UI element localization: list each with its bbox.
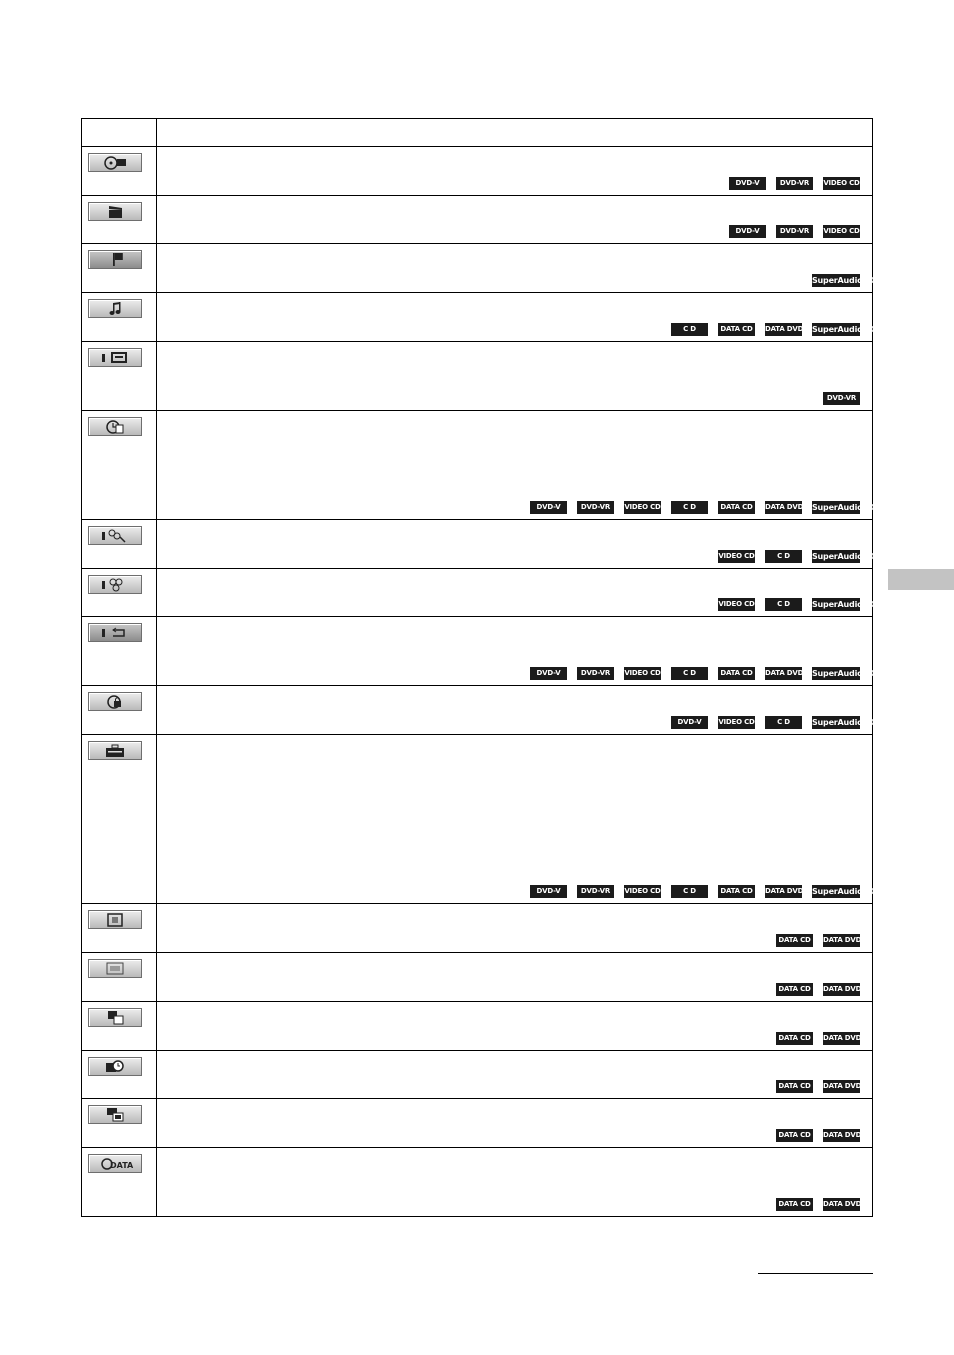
disc-type-badges	[530, 667, 875, 680]
disc-badge: VIDEO CD	[718, 598, 755, 611]
disc-badge: SuperAudioCD	[812, 718, 875, 727]
table-row	[82, 520, 873, 569]
disc-type-badges	[729, 177, 860, 190]
disc-type-badges	[776, 1080, 860, 1093]
mode-icon	[88, 1105, 142, 1124]
disc-badge: DATA DVD	[823, 1129, 860, 1142]
disc-badge: DATA CD	[776, 983, 813, 996]
disc-badge: DVD-V	[729, 177, 766, 190]
description-cell	[157, 196, 873, 244]
disc-type-badges	[729, 225, 860, 238]
description-cell	[157, 520, 873, 569]
icon-cell	[82, 686, 157, 735]
disc-badge: DVD-VR	[577, 501, 614, 514]
table-row	[82, 147, 873, 196]
disc-badge: DVD-VR	[776, 177, 813, 190]
disc-badge: SuperAudioCD	[812, 503, 875, 512]
icon-cell	[82, 147, 157, 196]
disc-badge: VIDEO CD	[624, 885, 661, 898]
description-cell	[157, 1099, 873, 1148]
disc-badge: VIDEO CD	[624, 667, 661, 680]
disc-badge: DVD-V	[671, 716, 708, 729]
disc-badge: C D	[765, 598, 802, 611]
icon-cell	[82, 569, 157, 617]
time-text-icon	[88, 417, 142, 436]
table-row	[82, 196, 873, 244]
disc-badge: VIDEO CD	[823, 225, 860, 238]
disc-badge: C D	[671, 501, 708, 514]
disc-badge: DVD-VR	[577, 885, 614, 898]
disc-badge: DATA DVD	[765, 501, 802, 514]
disc-badge: SuperAudioCD	[812, 276, 875, 285]
icon-cell	[82, 293, 157, 342]
disc-badge: DATA DVD	[823, 1198, 860, 1211]
disc-badge: SuperAudioCD	[812, 552, 875, 561]
disc-badge: SuperAudioCD	[812, 325, 875, 334]
disc-badge: C D	[765, 550, 802, 563]
disc-type-badges	[812, 274, 875, 287]
icon-cell	[82, 735, 157, 904]
table-row	[82, 1051, 873, 1099]
table-row	[82, 904, 873, 953]
disc-type-badges	[718, 550, 875, 563]
section-side-tab	[888, 569, 954, 590]
table-row	[82, 686, 873, 735]
description-cell	[157, 1148, 873, 1217]
disc-badge: SuperAudioCD	[812, 600, 875, 609]
icon-cell	[82, 1051, 157, 1099]
disc-badge: DATA DVD	[823, 983, 860, 996]
disc-badge: VIDEO CD	[718, 550, 755, 563]
header-cell-item	[82, 119, 157, 147]
program-play-icon	[88, 526, 142, 545]
disc-badge: DATA CD	[776, 1080, 813, 1093]
disc-type-badges	[718, 598, 875, 611]
table-row	[82, 617, 873, 686]
description-cell	[157, 411, 873, 520]
control-menu-table	[81, 118, 873, 1217]
disc-badge: DVD-V	[530, 501, 567, 514]
music-note-icon	[88, 299, 142, 318]
disc-type-badges	[823, 392, 860, 405]
parental-lock-icon	[88, 692, 142, 711]
disc-type-badges	[776, 1198, 860, 1211]
disc-badge: DVD-VR	[577, 667, 614, 680]
description-cell	[157, 904, 873, 953]
footer-rule	[758, 1273, 873, 1274]
description-cell	[157, 953, 873, 1002]
icon-cell	[82, 520, 157, 569]
description-cell	[157, 342, 873, 411]
table-row	[82, 735, 873, 904]
disc-badge: DATA CD	[776, 1032, 813, 1045]
table-row	[82, 953, 873, 1002]
disc-badge: DATA CD	[718, 323, 755, 336]
disc-badge: DATA CD	[718, 667, 755, 680]
description-cell	[157, 1051, 873, 1099]
disc-badge: SuperAudioCD	[812, 669, 875, 678]
icon-cell	[82, 617, 157, 686]
disc-badge: C D	[671, 323, 708, 336]
icon-cell	[82, 411, 157, 520]
original-playlist-icon	[88, 348, 142, 367]
disc-type-badges	[530, 885, 875, 898]
disc-badge: DATA CD	[718, 501, 755, 514]
icon-cell	[82, 904, 157, 953]
file-icon	[88, 959, 142, 978]
disc-badge: DVD-V	[530, 667, 567, 680]
table-row	[82, 342, 873, 411]
repeat-play-icon	[88, 623, 142, 642]
icon-cell	[82, 953, 157, 1002]
disc-type-badges	[671, 716, 875, 729]
icon-cell	[82, 244, 157, 293]
icon-cell	[82, 1002, 157, 1051]
disc-badge: DVD-V	[530, 885, 567, 898]
disc-scene-icon	[88, 153, 142, 172]
table-row	[82, 1099, 873, 1148]
disc-type-badges	[530, 501, 875, 514]
disc-badge: C D	[671, 667, 708, 680]
disc-badge: VIDEO CD	[823, 177, 860, 190]
disc-badge: DATA DVD	[823, 1080, 860, 1093]
interval-icon	[88, 1057, 142, 1076]
table-row	[82, 411, 873, 520]
disc-badge: VIDEO CD	[718, 716, 755, 729]
icon-cell	[82, 1148, 157, 1217]
table-row	[82, 293, 873, 342]
description-cell	[157, 244, 873, 293]
flag-icon	[88, 250, 142, 269]
description-cell	[157, 147, 873, 196]
table-row	[82, 1148, 873, 1217]
disc-badge: DVD-V	[729, 225, 766, 238]
disc-badge: DATA DVD	[823, 934, 860, 947]
disc-type-badges	[776, 983, 860, 996]
disc-badge: VIDEO CD	[624, 501, 661, 514]
header-cell-description	[157, 119, 873, 147]
disc-badge: DATA CD	[776, 1198, 813, 1211]
table-row	[82, 1002, 873, 1051]
disc-type-badges	[776, 1129, 860, 1142]
disc-type-badges	[776, 934, 860, 947]
description-cell	[157, 1002, 873, 1051]
disc-badge: DVD-VR	[776, 225, 813, 238]
table-header-row	[82, 119, 873, 147]
setup-toolbox-icon	[88, 741, 142, 760]
description-cell	[157, 735, 873, 904]
disc-badge: DATA CD	[718, 885, 755, 898]
icon-cell	[82, 1099, 157, 1148]
description-cell	[157, 293, 873, 342]
clapperboard-icon	[88, 202, 142, 221]
disc-badge: DATA DVD	[823, 1032, 860, 1045]
icon-cell	[82, 196, 157, 244]
data-disc-icon	[88, 1154, 142, 1173]
disc-badge: DATA DVD	[765, 885, 802, 898]
shuffle-play-icon	[88, 575, 142, 594]
disc-badge: DATA CD	[776, 1129, 813, 1142]
disc-badge: SuperAudioCD	[812, 887, 875, 896]
disc-badge: DATA CD	[776, 934, 813, 947]
disc-badge: DATA DVD	[765, 667, 802, 680]
disc-badge: C D	[671, 885, 708, 898]
disc-type-badges	[671, 323, 875, 336]
description-cell	[157, 617, 873, 686]
table-row	[82, 569, 873, 617]
description-cell	[157, 569, 873, 617]
svg-text:DATA: DATA	[110, 1161, 134, 1170]
album-icon	[88, 910, 142, 929]
icon-cell	[82, 342, 157, 411]
disc-badge: DATA DVD	[765, 323, 802, 336]
disc-type-badges	[776, 1032, 860, 1045]
date-icon	[88, 1008, 142, 1027]
disc-badge: C D	[765, 716, 802, 729]
disc-badge: DVD-VR	[823, 392, 860, 405]
table-row	[82, 244, 873, 293]
description-cell	[157, 686, 873, 735]
